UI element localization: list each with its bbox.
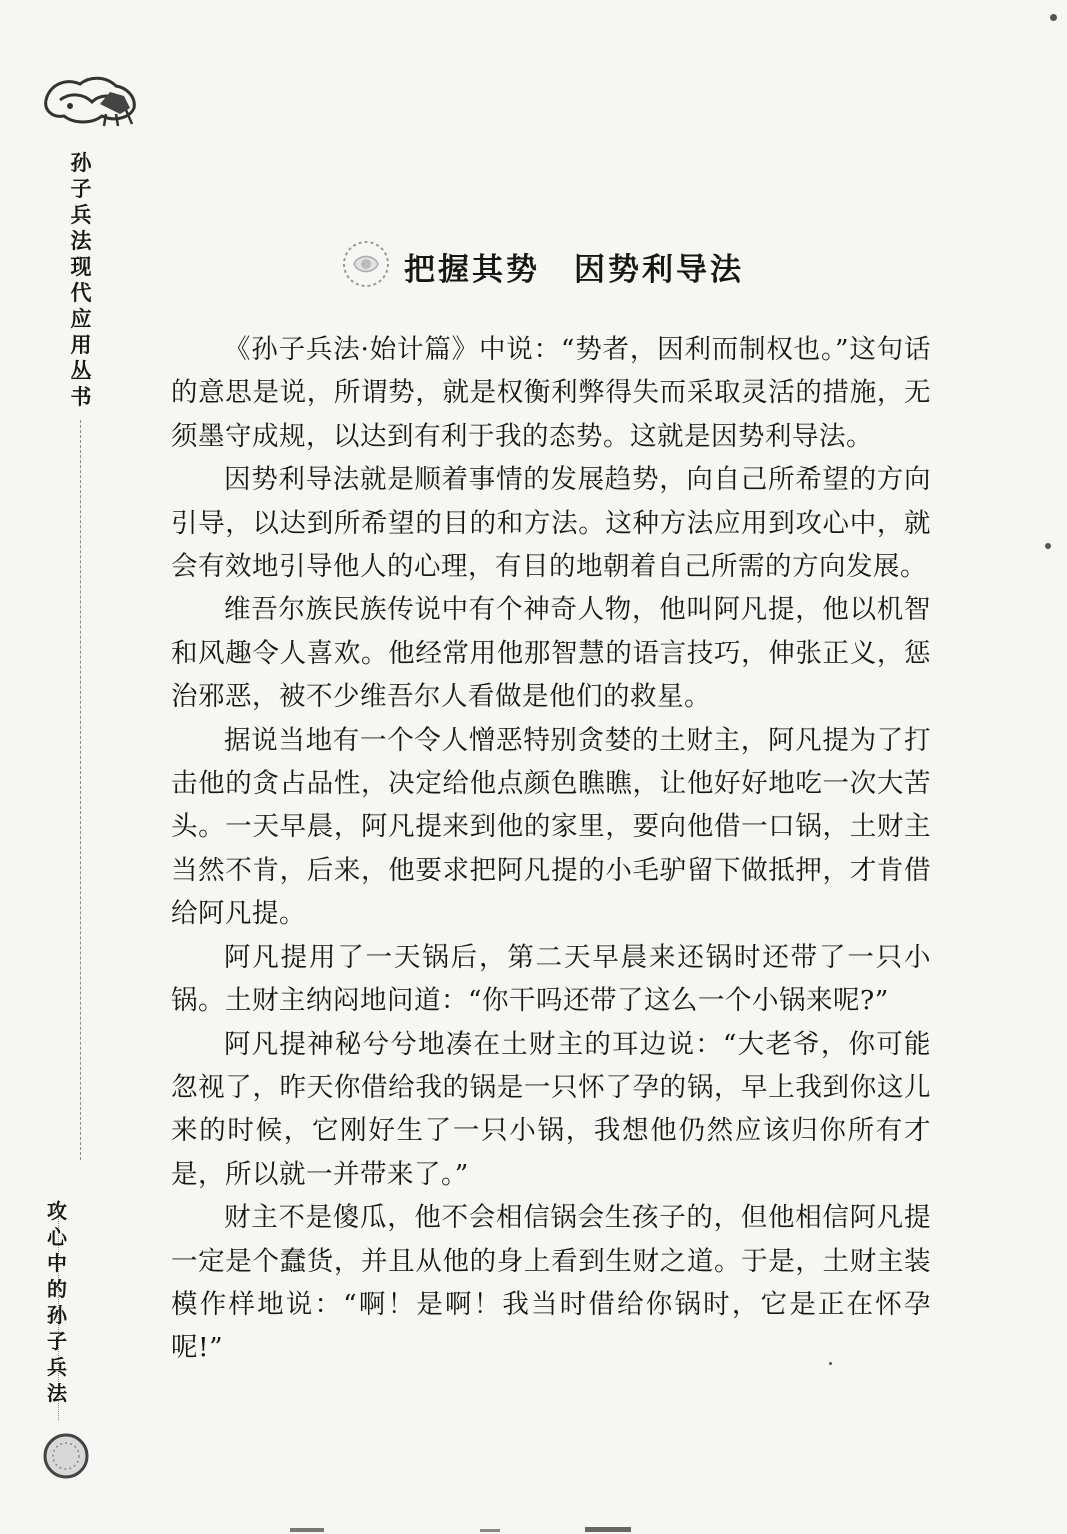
paragraph: 财主不是傻瓜，他不会相信锅会生孩子的，但他相信阿凡提一定是个蠢货，并且从他的身上看到生财之道。于是，土财主装模作样地说：“啊！是啊！我当时借给你锅时，它是正在怀孕呢!” <box>171 1202 931 1364</box>
title-ornament-icon <box>338 236 394 292</box>
series-title-vertical: 孙子兵法现代应用丛书 <box>70 150 92 409</box>
body-text <box>171 328 931 1370</box>
section-heading <box>338 232 778 296</box>
sidebar-dashed-line <box>80 420 81 1160</box>
paragraph: 阿凡提用了一天锅后，第二天早晨来还锅时还带了一只小锅。土财主纳闷地问道：“你干吗还带了这么一个小锅来呢?” <box>171 941 931 1017</box>
decorative-circle-icon <box>42 1432 90 1480</box>
section-title <box>404 244 744 289</box>
paragraph: 阿凡提神秘兮兮地凑在土财主的耳边说：“大老爷，你可能忽视了，昨天你借给我的锅是一只怀了孕的锅，早上我到你这儿来的时候，它刚好生了一只小锅，我想他仍然应该归你所有才是，所以就一并带来了。” <box>171 1028 931 1190</box>
chapter-title-vertical: 攻心中的孙子兵法 <box>47 1199 67 1405</box>
paragraph: 维吾尔族民族传说中有个神奇人物，他叫阿凡提，他以机智和风趣令人喜欢。他经常用他那智慧的语言技巧，伸张正义，惩治邪恶，被不少维吾尔人看做是他们的救星。 <box>171 594 931 713</box>
scan-speck <box>829 1362 832 1365</box>
section-title-part-2: 因势利导法 <box>574 252 744 288</box>
section-title-part-1: 把握其势 <box>404 252 540 288</box>
scan-speck <box>1045 543 1051 549</box>
scan-edge-marks <box>0 1520 1067 1534</box>
scan-speck <box>1050 14 1057 21</box>
decorative-emblem-icon <box>40 70 140 128</box>
paragraph: 《孙子兵法·始计篇》中说：“势者，因利而制权也。”这句话的意思是说，所谓势，就是权衡利弊得失而采取灵活的措施，无须墨守成规，以达到有利于我的态势。这就是因势利导法。 <box>171 334 931 452</box>
paragraph: 因势利导法就是顺着事情的发展趋势，向自己所希望的方向引导，以达到所希望的目的和方法。这种方法应用到攻心中，就会有效地引导他人的心理，有目的地朝着自己所需的方向发展。 <box>171 464 931 583</box>
paragraph: 据说当地有一个令人憎恶特别贪婪的土财主，阿凡提为了打击他的贪占品性，决定给他点颜色瞧瞧，让他好好地吃一次大苦头。一天早晨，阿凡提来到他的家里，要向他借一口锅，土财主当然不肯，后来，他要求把阿凡提的小毛驴留下做抵押，才肯借给阿凡提。 <box>171 724 931 930</box>
